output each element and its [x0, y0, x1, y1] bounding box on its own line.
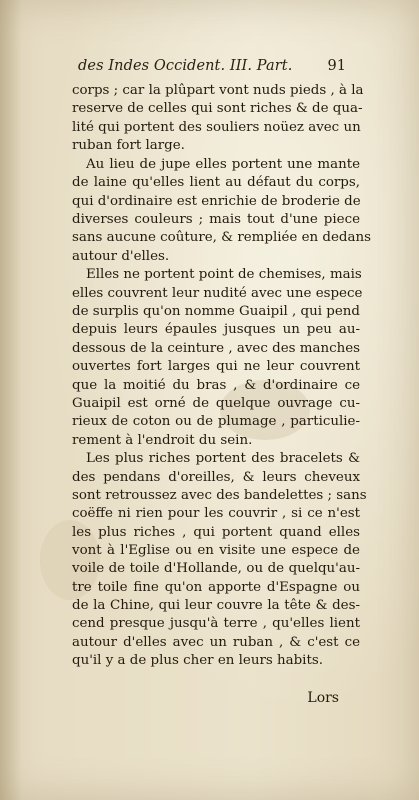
- text-line: de la Chine, qui leur couvre la tête & des-: [72, 598, 360, 614]
- paragraph: [72, 266, 363, 449]
- paragraph: [72, 450, 367, 670]
- paragraph: [72, 82, 364, 155]
- text-line: lité qui portent des souliers noüez avec un: [72, 119, 361, 135]
- text-line: cend presque jusqu'à terre , qu'elles lient: [72, 616, 360, 632]
- text-line: voile de toile d'Hollande, ou de quelqu'au-: [72, 561, 360, 577]
- text-line: Au lieu de jupe elles portent une mante: [86, 156, 360, 172]
- text-line: autour d'elles avec un ruban , & c'est ce: [72, 634, 360, 650]
- page-header: [78, 58, 346, 80]
- text-line: ouvertes fort larges qui ne leur couvrent: [72, 359, 360, 375]
- text-line: que la moitié du bras , & d'ordinaire ce: [72, 377, 360, 393]
- text-line: Elles ne portent point de chemises, mais: [86, 267, 362, 283]
- text-line: qui d'ordinaire est enrichie de broderie de: [72, 193, 361, 209]
- text-line: de laine qu'elles lient au défaut du corps,: [72, 175, 360, 191]
- text-line: depuis leurs épaules jusques un peu au-: [72, 322, 360, 338]
- text-line: tre toile fine qu'on apporte d'Espagne ou: [72, 579, 360, 595]
- page-number: 91: [327, 58, 346, 74]
- text-line: elles couvrent leur nudité avec une espece: [72, 285, 363, 301]
- paragraph: [72, 156, 371, 266]
- text-line: qu'il y a de plus cher en leurs habits.: [72, 653, 323, 669]
- text-line: de surplis qu'on nomme Guaipil , qui pend: [72, 304, 360, 320]
- catchword: Lors: [307, 690, 339, 706]
- running-title: des Indes Occident. III. Part.: [78, 58, 293, 74]
- text-line: rieux de coton ou de plumage , particulie-: [72, 414, 360, 430]
- text-line: ruban fort large.: [72, 138, 185, 154]
- text-line: Les plus riches portent des bracelets &: [86, 451, 360, 467]
- text-line: dessous de la ceinture , avec des manches: [72, 340, 360, 356]
- text-line: rement à l'endroit du sein.: [72, 432, 253, 448]
- text-line: Guaipil est orné de quelque ouvrage cu-: [72, 395, 360, 411]
- text-line: sans aucune coûture, & rempliée en dedans: [72, 230, 371, 246]
- text-line: corps ; car la plûpart vont nuds pieds , à la: [72, 83, 364, 98]
- text-line: reserve de celles qui sont riches & de qua-: [72, 101, 363, 117]
- text-line: des pendans d'oreilles, & leurs cheveux: [72, 469, 360, 485]
- text-line: les plus riches , qui portent quand elles: [72, 524, 360, 540]
- text-line: sont retroussez avec des bandelettes ; sans: [72, 488, 367, 504]
- text-line: coëffe ni rien pour les couvrir , si ce n'est: [72, 506, 360, 522]
- text-line: vont à l'Eglise ou en visite une espece de: [72, 543, 360, 559]
- text-line: diverses couleurs ; mais tout d'une piece: [72, 211, 360, 227]
- text-line: autour d'elles.: [72, 248, 170, 264]
- body-text: [72, 82, 371, 671]
